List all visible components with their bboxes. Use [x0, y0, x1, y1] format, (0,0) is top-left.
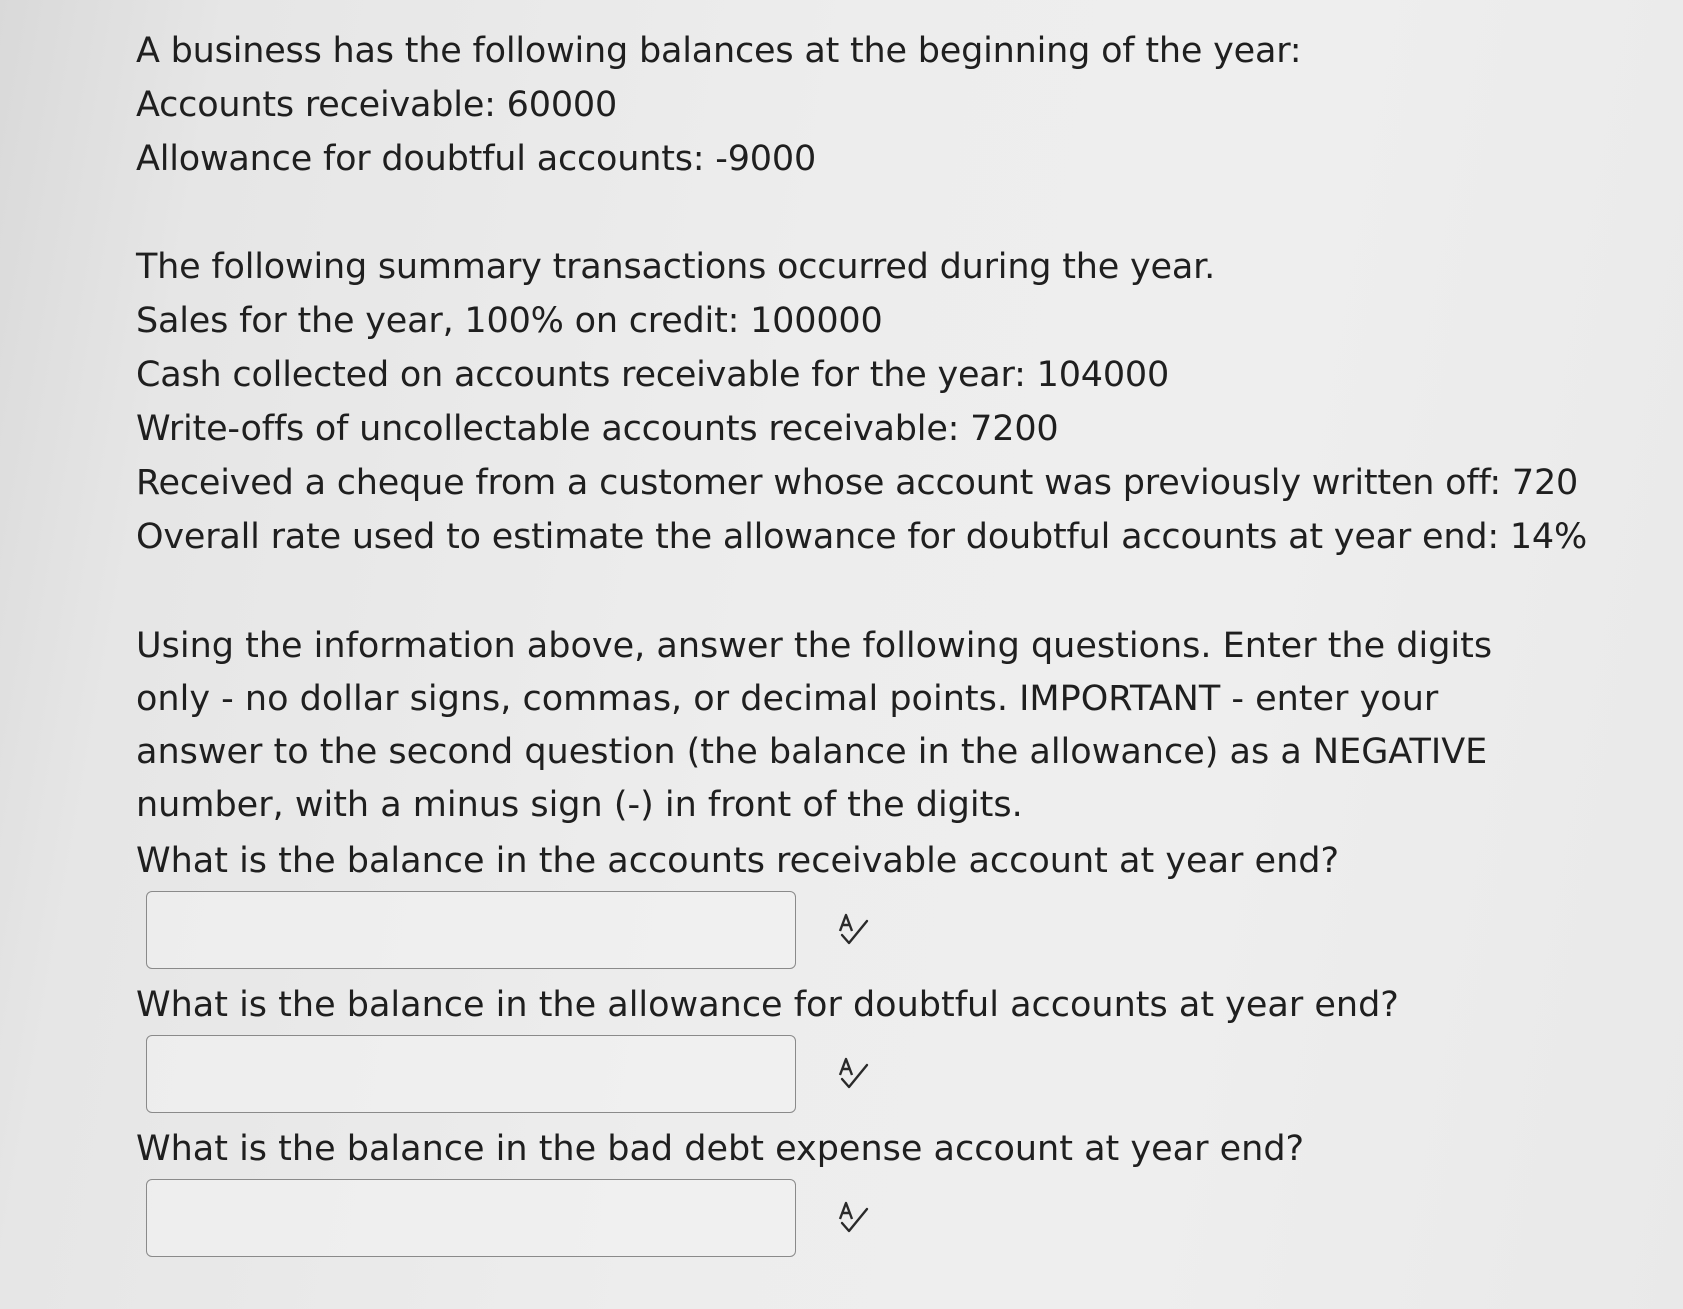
transaction-item: Received a cheque from a customer whose account was previously written off: 720 [136, 463, 1579, 503]
spellcheck-icon[interactable] [834, 1055, 872, 1093]
question-prompt: What is the balance in the bad debt expense account at year end? [136, 1129, 1305, 1169]
question-page [136, 24, 1636, 1266]
transaction-item: Sales for the year, 100% on credit: 100000 [136, 301, 883, 341]
transactions-heading: The following summary transactions occurred during the year. [136, 247, 1215, 287]
question-prompt: What is the balance in the accounts receivable account at year end? [136, 841, 1340, 881]
transaction-item: Cash collected on accounts receivable for the year: 104000 [136, 355, 1170, 395]
question-block-2 [136, 978, 1636, 1116]
bad-debt-expense-answer-input[interactable] [146, 1179, 796, 1257]
question-block-1 [136, 834, 1636, 972]
transaction-item: Write-offs of uncollectable accounts receivable: 7200 [136, 409, 1059, 449]
allowance-balance: Allowance for doubtful accounts: -9000 [136, 139, 817, 179]
question-block-3 [136, 1122, 1636, 1260]
ar-balance-answer-input[interactable] [146, 891, 796, 969]
instructions-text: Using the information above, answer the following questions. Enter the digits only - no dollar signs, commas, or decimal points. IMPORTANT - enter your answer to the second question (the balance in the allowance) as a NEGATIVE number, with a minus sign (-) in front of the digits. [136, 626, 1493, 825]
question-prompt: What is the balance in the allowance for doubtful accounts at year end? [136, 985, 1399, 1025]
accounts-receivable-balance: Accounts receivable: 60000 [136, 85, 618, 125]
answer-row [146, 1032, 1636, 1116]
transactions-section [136, 240, 1636, 564]
answer-row [146, 888, 1636, 972]
spellcheck-icon[interactable] [834, 1199, 872, 1237]
intro-section [136, 24, 1636, 186]
transaction-item: Overall rate used to estimate the allowance for doubtful accounts at year end: 14% [136, 517, 1588, 557]
answer-row [146, 1176, 1636, 1260]
allowance-balance-answer-input[interactable] [146, 1035, 796, 1113]
intro-line: A business has the following balances at the beginning of the year: [136, 31, 1302, 71]
spellcheck-icon[interactable] [834, 911, 872, 949]
